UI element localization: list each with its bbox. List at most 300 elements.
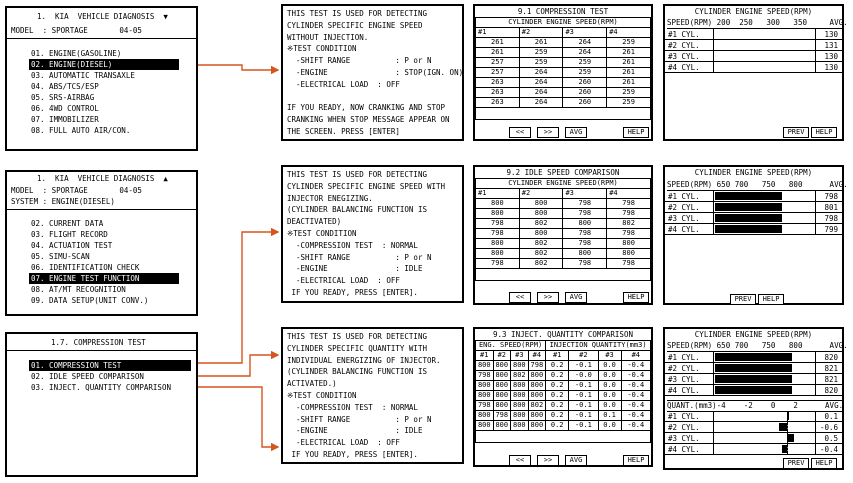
table-cell: 800 — [528, 391, 546, 401]
graph-compression-panel — [663, 4, 848, 141]
table-cell: 800 — [563, 249, 607, 259]
table-cell: -0.4 — [621, 421, 650, 431]
table-cell: 264 — [563, 48, 607, 58]
cylinder-label: #1 CYL. — [668, 192, 700, 201]
table-cell: 257 — [476, 58, 520, 68]
avg-value: 130 — [824, 30, 838, 39]
help-button[interactable]: HELP — [811, 127, 837, 138]
table-cell: 798 — [607, 229, 651, 239]
menu-item[interactable]: 03. FLIGHT RECORD — [31, 230, 108, 239]
info-line: THIS TEST IS USED FOR DETECTING — [287, 9, 427, 18]
table-cell: 264 — [519, 68, 563, 78]
table-cell: 264 — [563, 38, 607, 48]
help-button[interactable]: HELP — [758, 294, 784, 305]
next-page-button[interactable]: >> — [537, 127, 559, 138]
table-cell: 264 — [519, 98, 563, 108]
table-cell: 798 — [563, 259, 607, 269]
table-cell: 0.0 — [598, 381, 621, 391]
idle-table — [475, 178, 651, 281]
avg-value: 821 — [824, 364, 838, 373]
menu1-model: MODEL : SPORTAGE 04-05 — [11, 26, 142, 35]
column-header: #4 — [621, 351, 650, 361]
table-cell: 802 — [519, 259, 563, 269]
info-line: ※TEST CONDITION — [287, 44, 357, 54]
table-row — [476, 401, 651, 411]
column-header: #3 — [563, 189, 607, 199]
table-cell: 798 — [493, 411, 511, 421]
graph-row — [665, 224, 842, 235]
avg-value: 798 — [824, 192, 838, 201]
table-cell: -0.4 — [621, 391, 650, 401]
table-cell: 257 — [476, 68, 520, 78]
graph-inject-panel — [663, 327, 848, 470]
info-line: CYLINDER SPECIFIC ENGINE SPEED — [287, 20, 423, 30]
table-cell: 798 — [563, 229, 607, 239]
table-cell: -0.4 — [621, 401, 650, 411]
table-row — [476, 58, 651, 68]
table-cell: 798 — [476, 371, 494, 381]
table-row — [476, 88, 651, 98]
table-cell: 0.2 — [546, 371, 569, 381]
table-cell: 0.2 — [546, 381, 569, 391]
table-cell: 802 — [528, 401, 546, 411]
system-menu-panel — [5, 170, 198, 316]
inject-table-panel — [473, 327, 653, 467]
info-line: CYLINDER SPECIFIC QUANTITY WITH — [287, 343, 427, 353]
table-row — [476, 68, 651, 78]
info-line: -COMPRESSION TEST : NORMAL — [287, 402, 418, 412]
table-cell: -0.1 — [569, 411, 598, 421]
table-cell: 800 — [493, 361, 511, 371]
column-header: #1 — [476, 351, 494, 361]
avg-value: 130 — [824, 63, 838, 72]
table-cell: 800 — [519, 229, 563, 239]
table-cell: 259 — [563, 58, 607, 68]
info-line: ACTIVATED.) — [287, 379, 337, 389]
table-cell: 800 — [493, 381, 511, 391]
column-header: #3 — [563, 28, 607, 38]
table-cell: 800 — [476, 381, 494, 391]
menu3-title: 1.7. COMPRESSION TEST — [51, 338, 146, 347]
table-cell: 802 — [607, 219, 651, 229]
column-header: #2 — [519, 189, 563, 199]
table-cell: 800 — [493, 391, 511, 401]
graph-row — [665, 411, 842, 422]
table-cell: 263 — [476, 88, 520, 98]
table-cell: 259 — [607, 38, 651, 48]
menu-item[interactable]: 07. ENGINE TEST FUNCTION — [29, 273, 179, 284]
table-subheader — [476, 179, 651, 189]
table-cell: 800 — [511, 361, 529, 371]
table-cell: 798 — [476, 401, 494, 411]
graph-row — [665, 422, 842, 433]
table-cell: 261 — [607, 48, 651, 58]
cylinder-label: #4 CYL. — [668, 63, 700, 72]
menu-item[interactable]: 04. ACTUATION TEST — [31, 241, 113, 250]
info-line: THIS TEST IS USED FOR DETECTING — [287, 170, 427, 179]
menu-item[interactable]: 07. IMMOBILIZER — [31, 115, 99, 124]
table-cell: 802 — [519, 239, 563, 249]
avg-button[interactable]: AVG — [565, 455, 587, 466]
avg-value: 799 — [824, 225, 838, 234]
g3-quant-axis: QUANT.(mm3)-4 -2 0 2 AVG. — [667, 401, 844, 410]
table-cell: 800 — [563, 219, 607, 229]
table-cell: 0.0 — [598, 391, 621, 401]
avg-value: 130 — [824, 52, 838, 61]
table-row — [476, 38, 651, 48]
menu1-title: 1. KIA VEHICLE DIAGNOSIS ▼ — [37, 12, 168, 21]
g2-title: CYLINDER ENGINE SPEED(RPM) — [694, 168, 813, 177]
table-cell: 261 — [476, 48, 520, 58]
table-row — [476, 199, 651, 209]
menu-item[interactable]: 02. IDLE SPEED COMPARISON — [31, 372, 144, 381]
next-page-button[interactable]: >> — [537, 292, 559, 303]
table-cell: 800 — [519, 209, 563, 219]
table-cell: 802 — [511, 371, 529, 381]
table-cell: 798 — [563, 209, 607, 219]
avg-value: -0.4 — [819, 445, 838, 454]
table-cell: 0.2 — [546, 401, 569, 411]
table-cell: 800 — [607, 239, 651, 249]
table-cell: 0.2 — [546, 411, 569, 421]
table-cell: 800 — [511, 391, 529, 401]
table-cell: 259 — [519, 58, 563, 68]
avg-value: 821 — [824, 375, 838, 384]
help-button[interactable]: HELP — [623, 292, 649, 303]
table-cell: 800 — [476, 209, 520, 219]
info-line: -ELECTRICAL LOAD : OFF — [287, 438, 400, 448]
table-subheader — [476, 18, 651, 28]
table-cell: 800 — [476, 411, 494, 421]
menu-item[interactable]: 01. COMPRESSION TEST — [29, 360, 191, 371]
table-cell: 798 — [476, 229, 520, 239]
info-line: WITHOUT INJECTION. — [287, 32, 369, 42]
cylinder-label: #3 CYL. — [668, 434, 700, 443]
table-cell: 798 — [607, 259, 651, 269]
avg-value: 801 — [824, 203, 838, 212]
prev-button[interactable]: PREV — [783, 458, 809, 469]
table-row — [476, 361, 651, 371]
table-cell: 0.0 — [598, 371, 621, 381]
table-cell: 802 — [519, 249, 563, 259]
graph-row — [665, 444, 842, 455]
column-header: #1 — [476, 28, 520, 38]
table-cell: 800 — [476, 421, 494, 431]
table-cell: 260 — [563, 78, 607, 88]
table-subtitle: CYLINDER ENGINE SPEED(RPM) — [476, 179, 651, 189]
graph-row — [665, 40, 842, 51]
table-cell: 0.1 — [598, 411, 621, 421]
avg-value: 0.1 — [824, 412, 838, 421]
table-cell: 0.2 — [546, 421, 569, 431]
graph-row — [665, 51, 842, 62]
table-header — [476, 28, 651, 38]
table-cell: 800 — [476, 391, 494, 401]
table-cell: 800 — [476, 361, 494, 371]
table-cell: 800 — [519, 199, 563, 209]
table-row — [476, 259, 651, 269]
help-button[interactable]: HELP — [811, 458, 837, 469]
table-row — [476, 209, 651, 219]
table-cell: -0.0 — [569, 371, 598, 381]
table-cell: 0.0 — [598, 421, 621, 431]
cylinder-label: #3 CYL. — [668, 214, 700, 223]
menu-item[interactable]: 05. SRS-AIRBAG — [31, 93, 95, 102]
table-row — [476, 391, 651, 401]
g2-axis: SPEED(RPM) 650 700 750 800 AVG. — [667, 180, 848, 189]
table-cell: -0.1 — [569, 381, 598, 391]
table-row — [476, 98, 651, 108]
cylinder-label: #2 CYL. — [668, 203, 700, 212]
table-cell: -0.4 — [621, 411, 650, 421]
table-cell: 264 — [519, 78, 563, 88]
table-row — [476, 411, 651, 421]
table-subtitle: ENG. SPEED(RPM) — [476, 341, 546, 351]
table-cell: 260 — [563, 98, 607, 108]
table-cell: 800 — [476, 199, 520, 209]
table-header — [476, 189, 651, 199]
table-cell: 800 — [607, 249, 651, 259]
speed-bar — [715, 225, 782, 233]
column-header: #1 — [476, 189, 520, 199]
cylinder-label: #4 CYL. — [668, 445, 700, 454]
table-cell: -0.1 — [569, 401, 598, 411]
graph-row — [665, 352, 842, 363]
help-button[interactable]: HELP — [623, 127, 649, 138]
speed-bar — [715, 353, 792, 361]
speed-bar — [715, 364, 792, 372]
info-line: -ELECTRICAL LOAD : OFF — [287, 79, 400, 89]
column-header: #2 — [569, 351, 598, 361]
graph-row — [665, 29, 842, 40]
table-cell: 261 — [607, 68, 651, 78]
menu-item[interactable]: 08. FULL AUTO AIR/CON. — [31, 126, 131, 135]
compression-table-panel — [473, 4, 653, 141]
info-line: DEACTIVATED) — [287, 217, 342, 227]
table-cell: -0.1 — [569, 391, 598, 401]
info-line: CRANKING WHEN STOP MESSAGE APPEAR ON — [287, 115, 450, 125]
table-header — [476, 351, 651, 361]
info-line: THE SCREEN. PRESS [ENTER] — [287, 127, 400, 136]
info-line: -ENGINE : IDLE — [287, 264, 423, 274]
table-cell: 0.2 — [546, 361, 569, 371]
menu1-list — [29, 48, 179, 136]
table-cell: -0.4 — [621, 371, 650, 381]
table-row — [476, 249, 651, 259]
table-cell: -0.4 — [621, 381, 650, 391]
table-cell: 802 — [519, 219, 563, 229]
g3-title: CYLINDER ENGINE SPEED(RPM) — [694, 330, 813, 339]
g1-title: CYLINDER ENGINE SPEED(RPM) — [694, 7, 813, 16]
info-idle — [281, 165, 464, 303]
help-button[interactable]: HELP — [623, 455, 649, 466]
info-line: -SHIFT RANGE : P or N — [287, 252, 432, 262]
column-header: #4 — [528, 351, 546, 361]
table-cell: 263 — [476, 78, 520, 88]
menu-item[interactable]: 06. 4WD CONTROL — [31, 104, 99, 113]
table-cell: 798 — [563, 199, 607, 209]
info-line: ※TEST CONDITION — [287, 229, 357, 238]
info-line: ※TEST CONDITION — [287, 391, 357, 400]
speed-bar — [715, 386, 792, 394]
graph-row — [665, 433, 842, 444]
menu2-list — [29, 218, 179, 306]
menu-item[interactable]: 02. ENGINE(DIESEL) — [29, 59, 179, 70]
table-cell: 800 — [493, 401, 511, 411]
info-line: IF YOU READY, NOW CRANKING AND STOP — [287, 103, 446, 113]
menu2-model: MODEL : SPORTAGE 04-05 — [11, 186, 142, 195]
graph-row — [665, 191, 842, 202]
cylinder-label: #1 CYL. — [668, 353, 700, 362]
table-cell: -0.1 — [569, 361, 598, 371]
avg-value: 820 — [824, 353, 838, 362]
table-cell: 259 — [563, 68, 607, 78]
info-line: -ENGINE : IDLE — [287, 426, 423, 436]
prev-button[interactable]: PREV — [783, 127, 809, 138]
table-row — [476, 219, 651, 229]
info-line: INJECTOR ENEGIZING. — [287, 193, 373, 203]
info-line: -COMPRESSION TEST : NORMAL — [287, 240, 418, 250]
table-cell: 263 — [476, 98, 520, 108]
table-cell: -0.4 — [621, 361, 650, 371]
speed-bar — [715, 203, 782, 211]
table-subheader — [476, 341, 651, 351]
table-row — [476, 381, 651, 391]
menu3-list — [29, 360, 191, 393]
menu-item[interactable]: 09. DATA SETUP(UNIT CONV.) — [31, 296, 149, 305]
table-subtitle: CYLINDER ENGINE SPEED(RPM) — [476, 18, 651, 28]
cylinder-label: #3 CYL. — [668, 375, 700, 384]
graph-row — [665, 374, 842, 385]
table-cell: 800 — [476, 249, 520, 259]
table-cell: 798 — [476, 259, 520, 269]
compression-table — [475, 17, 651, 120]
table-subtitle: INJECTION QUANTITY(mm3) — [546, 341, 651, 351]
g1-axis: SPEED(RPM) 200 250 300 350 AVG. — [667, 18, 848, 27]
table-cell: 798 — [563, 239, 607, 249]
info-line: CYLINDER SPECIFIC ENGINE SPEED WITH — [287, 181, 446, 191]
table-cell: 260 — [563, 88, 607, 98]
table-row — [476, 421, 651, 431]
avg-value: 0.5 — [824, 434, 838, 443]
table-cell: 0.0 — [598, 361, 621, 371]
menu-item[interactable]: 01. ENGINE(GASOLINE) — [31, 49, 122, 58]
prev-button[interactable]: PREV — [730, 294, 756, 305]
menu2-title: 1. KIA VEHICLE DIAGNOSIS ▲ — [37, 174, 168, 183]
menu-item[interactable]: 02. CURRENT DATA — [31, 219, 104, 228]
table-cell: 800 — [493, 421, 511, 431]
info-line: (CYLINDER BALANCING FUNCTION IS — [287, 367, 427, 377]
table-cell: 800 — [511, 411, 529, 421]
graph-row — [665, 363, 842, 374]
info-line: -SHIFT RANGE : P or N — [287, 56, 432, 66]
t1-title: 9.1 COMPRESSION TEST — [517, 7, 609, 16]
info-line: -ENGINE : STOP(IGN. ON) — [287, 68, 464, 77]
table-cell: 798 — [607, 199, 651, 209]
info-line: INDIVIDUAL ENERGIZING OF INJECTOR. — [287, 355, 441, 365]
cylinder-label: #1 CYL. — [668, 30, 700, 39]
table-cell: 0.0 — [598, 401, 621, 411]
info-line: -SHIFT RANGE : P or N — [287, 414, 432, 424]
table-cell: 800 — [511, 381, 529, 391]
cylinder-label: #1 CYL. — [668, 412, 700, 421]
speed-bar — [715, 192, 782, 200]
table-cell: -0.1 — [569, 421, 598, 431]
menu-item[interactable]: 08. AT/MT RECOGNITION — [31, 285, 126, 294]
quantity-bar — [779, 423, 787, 431]
test-menu-panel — [5, 332, 198, 477]
prev-page-button[interactable]: << — [509, 455, 531, 466]
g3-axis: SPEED(RPM) 650 700 750 800 AVG. — [667, 341, 848, 350]
table-cell: 800 — [528, 381, 546, 391]
table-cell: 798 — [476, 219, 520, 229]
table-cell: 800 — [476, 239, 520, 249]
table-cell: 798 — [528, 361, 546, 371]
table-cell: 800 — [528, 421, 546, 431]
table-row — [476, 371, 651, 381]
table-cell: 261 — [607, 78, 651, 88]
column-header: #4 — [607, 28, 651, 38]
speed-bar — [715, 214, 782, 222]
menu-item[interactable]: 03. INJECT. QUANTITY COMPARISON — [31, 383, 171, 392]
avg-button[interactable]: AVG — [565, 292, 587, 303]
avg-value: -0.6 — [819, 423, 838, 432]
cylinder-label: #2 CYL. — [668, 41, 700, 50]
table-cell: 0.2 — [546, 391, 569, 401]
info-line: IF YOU READY, PRESS [ENTER]. — [287, 288, 418, 297]
column-header: #2 — [519, 28, 563, 38]
column-header: #3 — [598, 351, 621, 361]
table-cell: 798 — [607, 209, 651, 219]
menu-item[interactable]: 04. ABS/TCS/ESP — [31, 82, 99, 91]
avg-button[interactable]: AVG — [565, 127, 587, 138]
table-cell: 800 — [511, 421, 529, 431]
table-cell: 800 — [528, 371, 546, 381]
column-header: #3 — [511, 351, 529, 361]
table-cell: 264 — [519, 88, 563, 98]
prev-page-button[interactable]: << — [509, 292, 531, 303]
info-compression — [281, 4, 464, 141]
t2-title: 9.2 IDLE SPEED COMPARISON — [506, 168, 620, 177]
cylinder-label: #2 CYL. — [668, 364, 700, 373]
menu-item[interactable]: 06. IDENTIFICATION CHECK — [31, 263, 140, 272]
table-cell: 259 — [519, 48, 563, 58]
avg-value: 798 — [824, 214, 838, 223]
idle-table-panel — [473, 165, 653, 305]
menu-item[interactable]: 03. AUTOMATIC TRANSAXLE — [31, 71, 135, 80]
next-page-button[interactable]: >> — [537, 455, 559, 466]
table-cell: 800 — [493, 371, 511, 381]
t3-title: 9.3 INJECT. QUANTITY COMPARISON — [493, 330, 633, 339]
column-header: #2 — [493, 351, 511, 361]
inject-table — [475, 340, 651, 443]
menu-item[interactable]: 05. SIMU-SCAN — [31, 252, 90, 261]
cylinder-label: #3 CYL. — [668, 52, 700, 61]
graph-row — [665, 213, 842, 224]
table-row — [476, 48, 651, 58]
table-cell: 259 — [607, 88, 651, 98]
graph-idle-panel — [663, 165, 848, 305]
prev-page-button[interactable]: << — [509, 127, 531, 138]
info-inject — [281, 327, 464, 464]
table-row — [476, 239, 651, 249]
table-row — [476, 229, 651, 239]
column-header: #4 — [607, 189, 651, 199]
info-line: (CYLINDER BALANCING FUNCTION IS — [287, 205, 427, 215]
vehicle-menu-panel — [5, 6, 198, 151]
table-cell: 261 — [519, 38, 563, 48]
menu2-system: SYSTEM : ENGINE(DIESEL) — [11, 197, 115, 206]
